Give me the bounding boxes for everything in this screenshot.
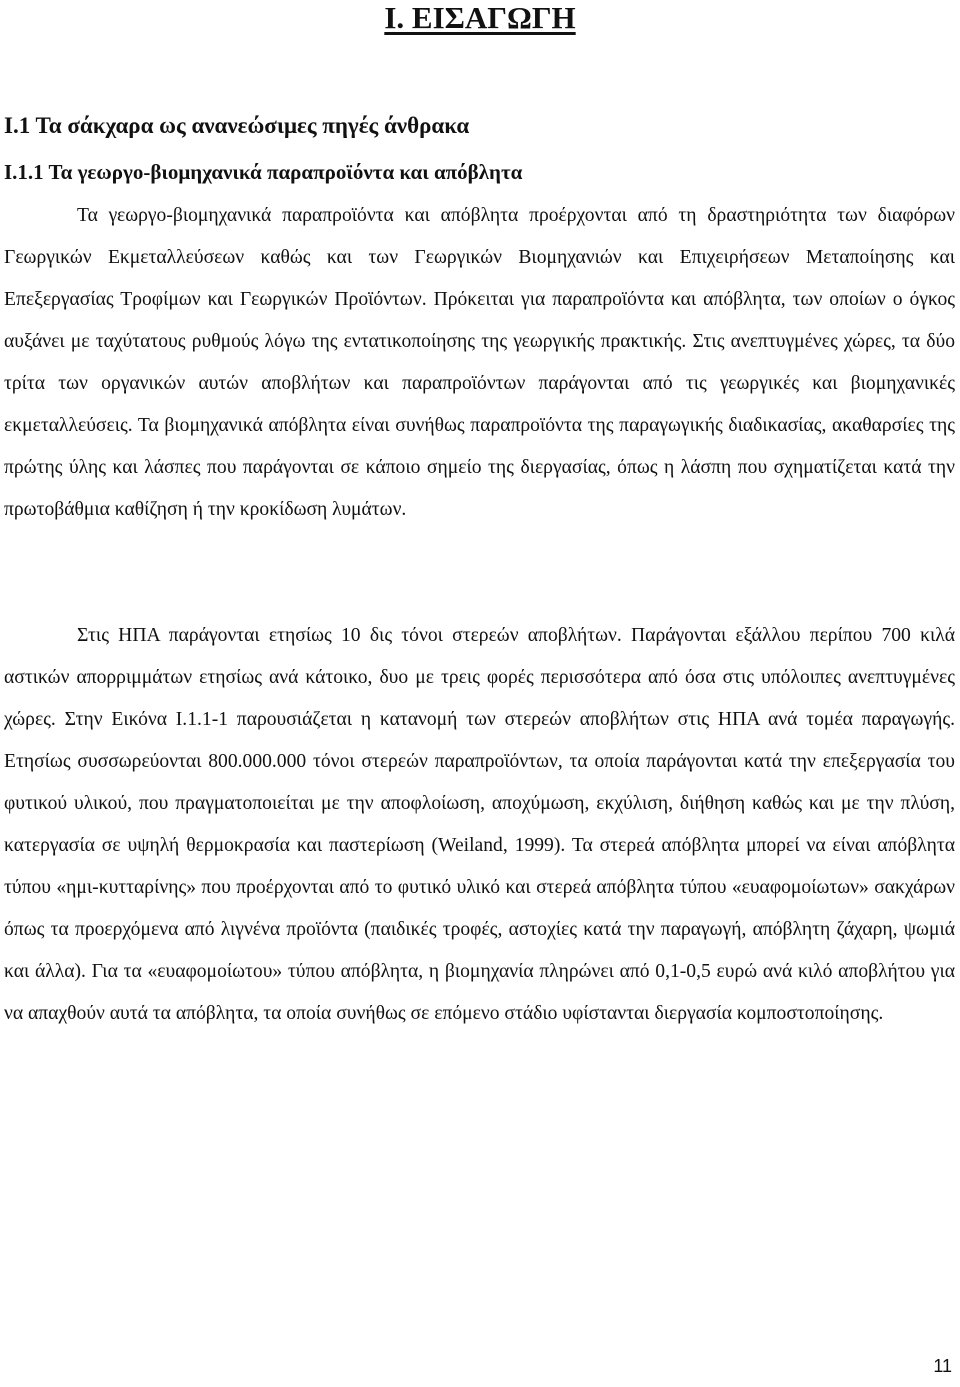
page-number: 11 [933, 1356, 952, 1376]
subsection-title: Ι.1.1 Τα γεωργο-βιομηχανικά παραπροϊόντα και απόβλητα [4, 160, 523, 184]
chapter-title: Ι. ΕΙΣΑΓΩΓΗ [384, 0, 576, 35]
body-paragraph: Τα γεωργο-βιομηχανικά παραπροϊόντα και απόβλητα προέρχονται από τη δραστηριότητα των διαφόρων Γεωργικών Εκμεταλλεύσεων καθώς και των Γεωργικών Βιομηχανιών και Επιχειρήσεων Μεταποίησης και Επεξεργασίας Τροφίμων και Γεωργικών Προϊόντων. Πρόκειται για παραπροϊόντα και απόβλητα, των οποίων ο όγκος αυξάνει με ταχύτατους ρυθμούς λόγω της εντατικοποίησης της γεωργικής πρακτικής. Στις ανεπτυγμένες χώρες, τα δύο τρίτα των οργανικών αυτών αποβλήτων και παραπροϊόντων παράγονται από τις γεωργικές και βιομηχανικές εκμεταλλεύσεις. Τα βιομηχανικά απόβλητα είναι συνήθως παραπροϊόντα της παραγωγικής διαδικασίας, ακαθαρσίες της πρώτης ύλης και λάσπες που παράγονται σε κάποιο σημείο της διεργασίας, όπως η λάσπη που σχηματίζεται κατά την πρωτοβάθμια καθίζηση ή την κροκίδωση λυμάτων. [4, 205, 955, 520]
body-paragraph: Στις ΗΠΑ παράγονται ετησίως 10 δις τόνοι στερεών αποβλήτων. Παράγονται εξάλλου περίπου 700 κιλά αστικών απορριμμάτων ετησίως ανά κάτοικο, δυο με τρεις φορές περισσότερα από όσα στις υπόλοιπες ανεπτυγμένες χώρες. Στην Εικόνα Ι.1.1-1 παρουσιάζεται η κατανομή των στερεών αποβλήτων στις ΗΠΑ ανά τομέα παραγωγής. Ετησίως συσσωρεύονται 800.000.000 τόνοι στερεών παραπροϊόντων, τα οποία παράγονται κατά την επεξεργασία του φυτικού υλικού, που πραγματοποιείται με την αποφλοίωση, αποχύμωση, εκχύλιση, διήθηση καθώς και με την πλύση, κατεργασία σε υψηλή θερμοκρασία και παστερίωση (Weiland, 1999). Τα στερεά απόβλητα μπορεί να είναι απόβλητα τύπου «ημι-κυτταρίνης» που προέρχονται από το φυτικό υλικό και στερεά απόβλητα τύπου «ευαφομοίωτων» σακχάρων όπως τα προερχόμενα από λιγνένα προϊόντα (παιδικές τροφές, αστοχίες κατά την παραγωγή, απόβλητη ζάχαρη, ψωμιά και άλλα). Για τα «ευαφομοίωτου» τύπου απόβλητα, η βιομηχανία πληρώνει από 0,1-0,5 ευρώ ανά κιλό αποβλήτου για να απαχθούν αυτά τα απόβλητα, τα οποία συνήθως σε επόμενο στάδιο υφίστανται διεργασία κομποστοποίησης. [4, 625, 955, 1024]
section-title: Ι.1 Τα σάκχαρα ως ανανεώσιμες πηγές άνθρακα [4, 113, 470, 138]
